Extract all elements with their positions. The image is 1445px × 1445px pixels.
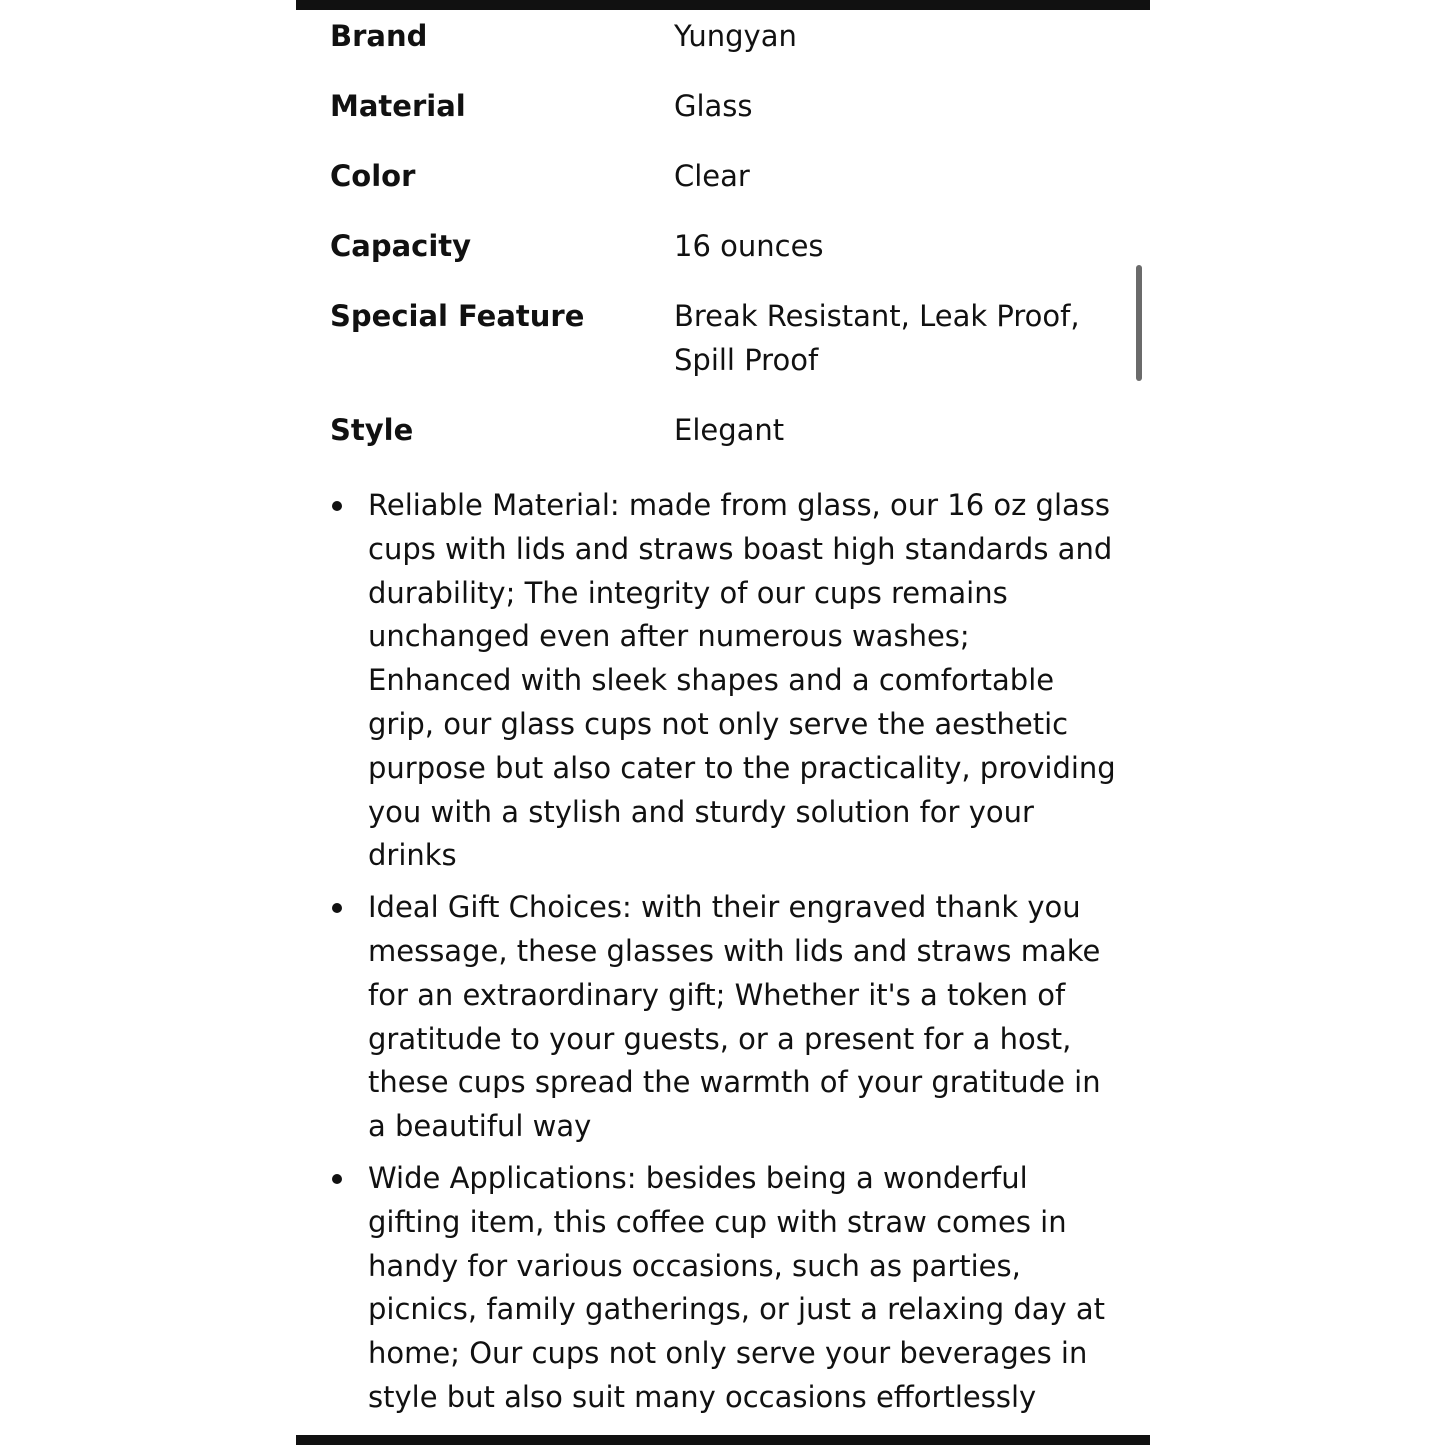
- spec-value: 16 ounces: [674, 229, 824, 263]
- spec-row-capacity: [330, 224, 1130, 268]
- spec-row-brand: [330, 14, 1130, 58]
- spec-value: Clear: [674, 159, 750, 193]
- spec-row-special-feature: [330, 294, 1130, 382]
- spec-value: Yungyan: [674, 19, 797, 53]
- spec-label: Capacity: [330, 229, 472, 263]
- spec-label: Style: [330, 413, 414, 447]
- feature-bullet-list: [330, 484, 1120, 1428]
- spec-value: Glass: [674, 89, 753, 123]
- spec-value: Elegant: [674, 413, 785, 447]
- spec-value: Break Resistant, Leak Proof, Spill Proof: [674, 299, 1080, 377]
- list-item: [330, 1157, 1120, 1420]
- spec-label: Special Feature: [330, 299, 585, 333]
- spec-row-material: [330, 84, 1130, 128]
- spec-row-color: [330, 154, 1130, 198]
- spec-label: Color: [330, 159, 416, 193]
- bullet-icon: [332, 903, 342, 913]
- bullet-icon: [332, 1174, 342, 1184]
- spec-label: Brand: [330, 19, 428, 53]
- top-edge-bar: [296, 0, 1150, 10]
- list-item: [330, 484, 1120, 878]
- list-item: [330, 886, 1120, 1149]
- bottom-edge-bar: [296, 1435, 1150, 1445]
- product-details-screen: [296, 0, 1150, 1445]
- bullet-text: Reliable Material: made from glass, our 16 oz glass cups with lids and straws boast high standards and durability; The integrity of our cups remains unchanged even after numerous washes; Enhanced with sleek shapes and a comfortable grip, our glass cups not only serve the aesthetic purpose but also cater to the practicality, providing you with a stylish and sturdy solution for your drinks: [368, 488, 1116, 873]
- bullet-text: Wide Applications: besides being a wonderful gifting item, this coffee cup with straw comes in handy for various occasions, such as parties, picnics, family gatherings, or just a relaxing day at home; Our cups not only serve your beverages in style but also suit many occasions effortlessly: [368, 1160, 1106, 1414]
- spec-row-style: [330, 408, 1130, 452]
- spec-table: [330, 14, 1130, 478]
- spec-label: Material: [330, 89, 466, 123]
- bullet-text: Ideal Gift Choices: with their engraved thank you message, these glasses with lids and straws make for an extraordinary gift; Whether it's a token of gratitude to your guests, or a present for a host, these cups spread the warmth of your gratitude in a beautiful way: [368, 890, 1101, 1144]
- scrollbar-thumb[interactable]: [1136, 265, 1142, 381]
- bullet-icon: [332, 501, 342, 511]
